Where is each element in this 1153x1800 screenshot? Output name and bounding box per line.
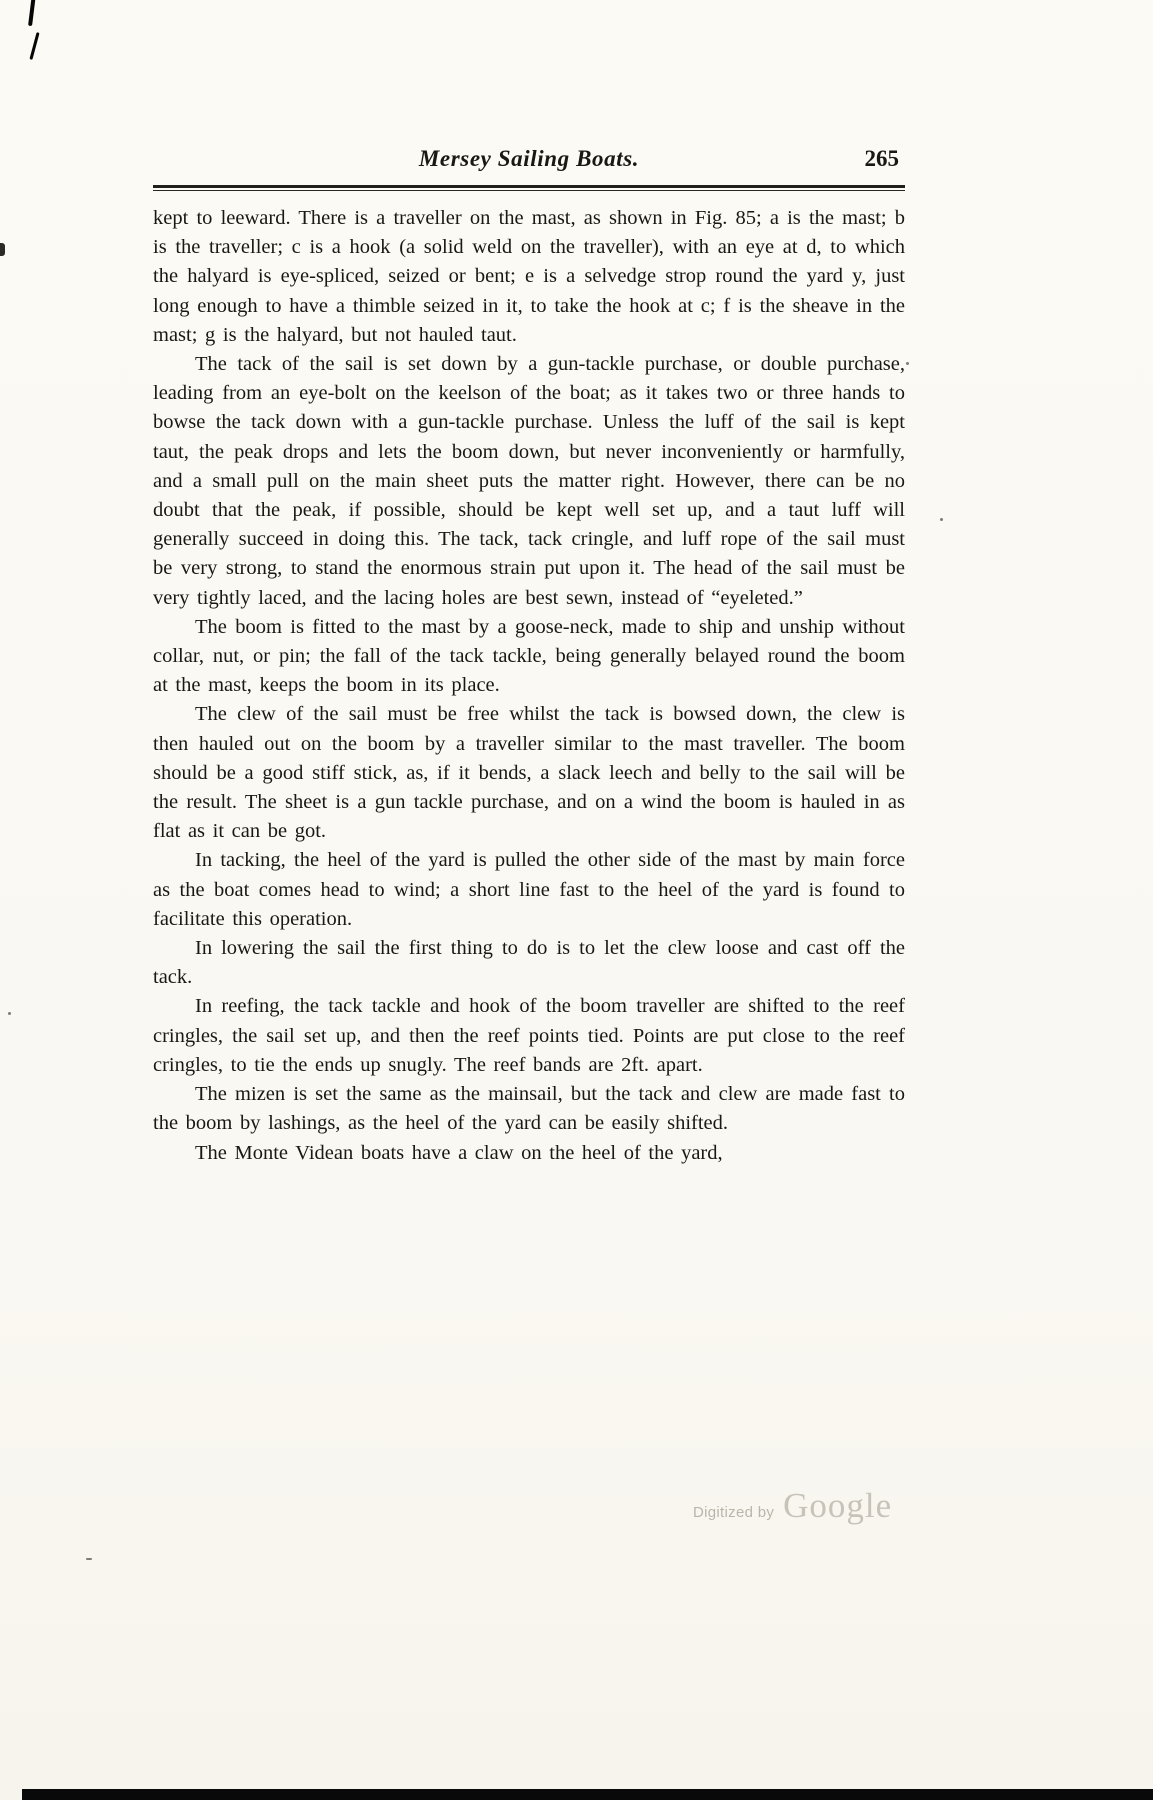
text-paragraph: kept to leeward. There is a traveller on the mast, as shown in Fig. 85; a is the mast; b is the traveller; c is a hook (a solid weld on the traveller), with an eye at d, to which the halyard is eye-spliced, seized or bent; e is a selvedge strop round the yard y, just long enough to have a thimble seized in it, to take the hook at c; f is the sheave in the mast; g is the halyard, but not hauled taut. xyxy=(153,207,905,346)
ink-mark xyxy=(29,32,39,60)
text-paragraph: In lowering the sail the first thing to do is to let the clew loose and cast off the tack. xyxy=(153,937,905,989)
text-paragraph: The boom is fitted to the mast by a goose-neck, made to ship and unship without collar, nut, or pin; the fall of the tack tackle, being generally belayed round the boom at the mast, keeps the boom in its place. xyxy=(153,615,905,697)
text-paragraph: The Monte Videan boats have a claw on the heel of the yard, xyxy=(195,1141,723,1164)
scan-bottom-bar xyxy=(22,1789,1153,1800)
header-rule-thick-line xyxy=(153,185,905,188)
text-paragraph: The clew of the sail must be free whilst the tack is bowsed down, the clew is then hauled out on the boom by a traveller similar to the mast traveller. The boom should be a good stiff stick, as, if it bends, a slack leech and belly to the sail will be the result. The sheet is a gun tackle purchase, and on a wind the boom is hauled in as flat as it can be got. xyxy=(153,703,905,843)
running-header xyxy=(153,144,905,174)
google-logo: Google xyxy=(783,1486,893,1525)
text-column xyxy=(153,144,905,1168)
scan-edge-mark xyxy=(0,243,5,256)
scan-speck xyxy=(86,1558,92,1560)
page-title: Mersey Sailing Boats. xyxy=(418,146,640,171)
page-number: 265 xyxy=(864,146,899,171)
text-paragraph: The mizen is set the same as the mainsail, but the tack and clew are made fast to the boom by lashings, as the heel of the yard can be easily shifted. xyxy=(153,1083,905,1135)
header-rule-thin-line xyxy=(153,190,905,191)
text-paragraph: The tack of the sail is set down by a gun-tackle purchase, or double purchase, leading from an eye-bolt on the keelson of the boat; as it takes two or three hands to bowse the tack down with a gun-tackle purchase. Unless the luff of the sail is kept taut, the peak drops and lets the boom down, but never inconveniently or harmfully, and a small pull on the main sheet puts the matter right. However, there can be no doubt that the peak, if possible, should be kept well set up, and a taut luff will generally succeed in doing this. The tack, tack cringle, and luff rope of the sail must be very strong, to stand the enormous strain put upon it. The head of the sail must be very tightly laced, and the lacing holes are best sewn, instead of “eyeleted.” xyxy=(153,353,905,609)
text-paragraph: In reefing, the tack tackle and hook of the boom traveller are shifted to the reef cringles, the sail set up, and then the reef points tied. Points are put close to the reef cringles, to tie the ends up snugly. The reef bands are 2ft. apart. xyxy=(153,995,905,1076)
google-watermark xyxy=(693,1486,892,1526)
ink-mark xyxy=(28,0,36,26)
scan-speck xyxy=(940,518,943,521)
scan-speck xyxy=(8,1012,11,1015)
body-text xyxy=(153,204,905,1168)
scan-speck xyxy=(906,362,909,365)
digitized-by-label: Digitized by xyxy=(693,1504,775,1521)
header-rule xyxy=(153,185,905,191)
text-paragraph: In tacking, the heel of the yard is pulled the other side of the mast by main force as the boat comes head to wind; a short line fast to the heel of the yard is found to facilitate this operation. xyxy=(153,849,905,930)
